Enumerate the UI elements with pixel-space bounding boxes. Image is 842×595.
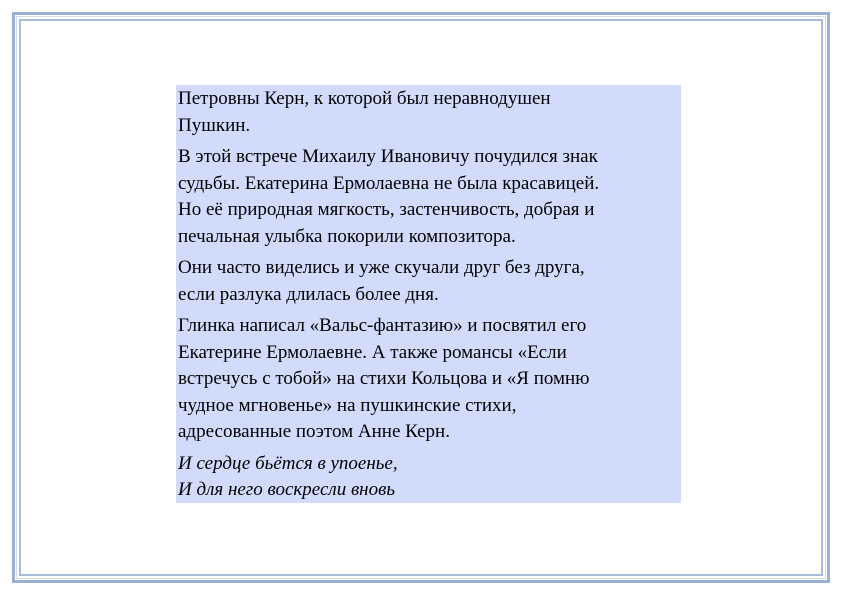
text-box [176, 85, 681, 503]
paragraph-meeting: В этой встрече Михаилу Ивановичу почудился знак судьбы. Екатерина Ермолаевна не была красавицей. Но её природная мягкость, застенчивость, добрая и печальная улыбка покорили композитора. [178, 146, 600, 247]
verse-quote: И сердце бьётся в упоенье, И для него воскресли вновь [178, 452, 398, 500]
paragraph-kern: Петровны Керн, к которой был неравнодушен Пушкин. [178, 88, 551, 136]
paragraph-missing: Они часто виделись и уже скучали друг без друга, если разлука длилась более дня. [178, 257, 585, 305]
paragraph-glinka: Глинка написал «Вальс-фантазию» и посвятил его Екатерине Ермолаевне. А также романсы «Если встречусь с тобой» на стихи Кольцова и «Я помню чудное мгновенье» на пушкинские стихи, адресованные поэтом Анне Керн. [178, 315, 590, 442]
